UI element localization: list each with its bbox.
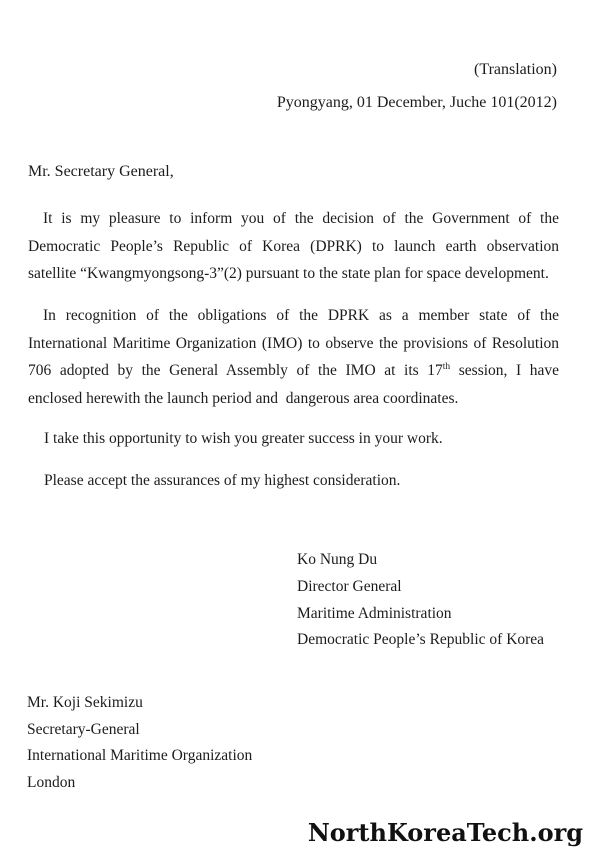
paragraph-1-line-3: satellite “Kwangmyongsong-3”(2) pursuant to the state plan for space development. bbox=[28, 265, 549, 282]
recipient-block bbox=[27, 690, 252, 796]
paragraph-3: I take this opportunity to wish you greater success in your work. bbox=[44, 430, 443, 447]
paragraph-1-line-1: It is my pleasure to inform you of the decision of the Government of the bbox=[43, 210, 559, 227]
recipient-city: London bbox=[27, 773, 76, 791]
recipient-name: Mr. Koji Sekimizu bbox=[27, 694, 143, 711]
signature-org: Maritime Administration bbox=[297, 604, 452, 622]
signature-block bbox=[297, 547, 544, 654]
ordinal-superscript: th bbox=[442, 361, 451, 372]
signature-country: Democratic People’s Republic of Korea bbox=[297, 631, 545, 649]
paragraph-4: Please accept the assurances of my highest consideration. bbox=[44, 472, 401, 489]
paragraph-2-line-2: International Maritime Organization (IMO) to observe the provisions of Resolution bbox=[28, 334, 559, 352]
dateline: Pyongyang, 01 December, Juche 101(2012) bbox=[276, 94, 557, 111]
translation-note: (Translation) bbox=[474, 61, 557, 78]
recipient-org: International Maritime Organization bbox=[27, 747, 253, 765]
paragraph-2-line-1: In recognition of the obligations of the DPRK as a member state of the bbox=[43, 307, 559, 324]
salutation: Mr. Secretary General, bbox=[28, 163, 174, 180]
watermark-northkoreatech: NorthKoreaTech.org bbox=[307, 818, 583, 847]
recipient-title: Secretary-General bbox=[27, 720, 140, 738]
signature-title: Director General bbox=[297, 577, 402, 595]
paragraph-2-line-3-text-end: session, I have bbox=[450, 362, 560, 379]
paragraph-1 bbox=[28, 205, 559, 288]
paragraph-1-line-2: Democratic People’s Republic of Korea (DPRK) to launch earth observation bbox=[28, 237, 559, 255]
paragraph-2-line-3-text: 706 adopted by the General Assembly of the IMO at its 17 bbox=[28, 362, 443, 379]
paragraph-2-line-3 bbox=[28, 357, 559, 385]
paragraph-2-line-4: enclosed herewith the launch period and dangerous area coordinates. bbox=[28, 389, 459, 407]
paragraph-2 bbox=[28, 302, 559, 412]
signature-name: Ko Nung Du bbox=[297, 551, 378, 568]
